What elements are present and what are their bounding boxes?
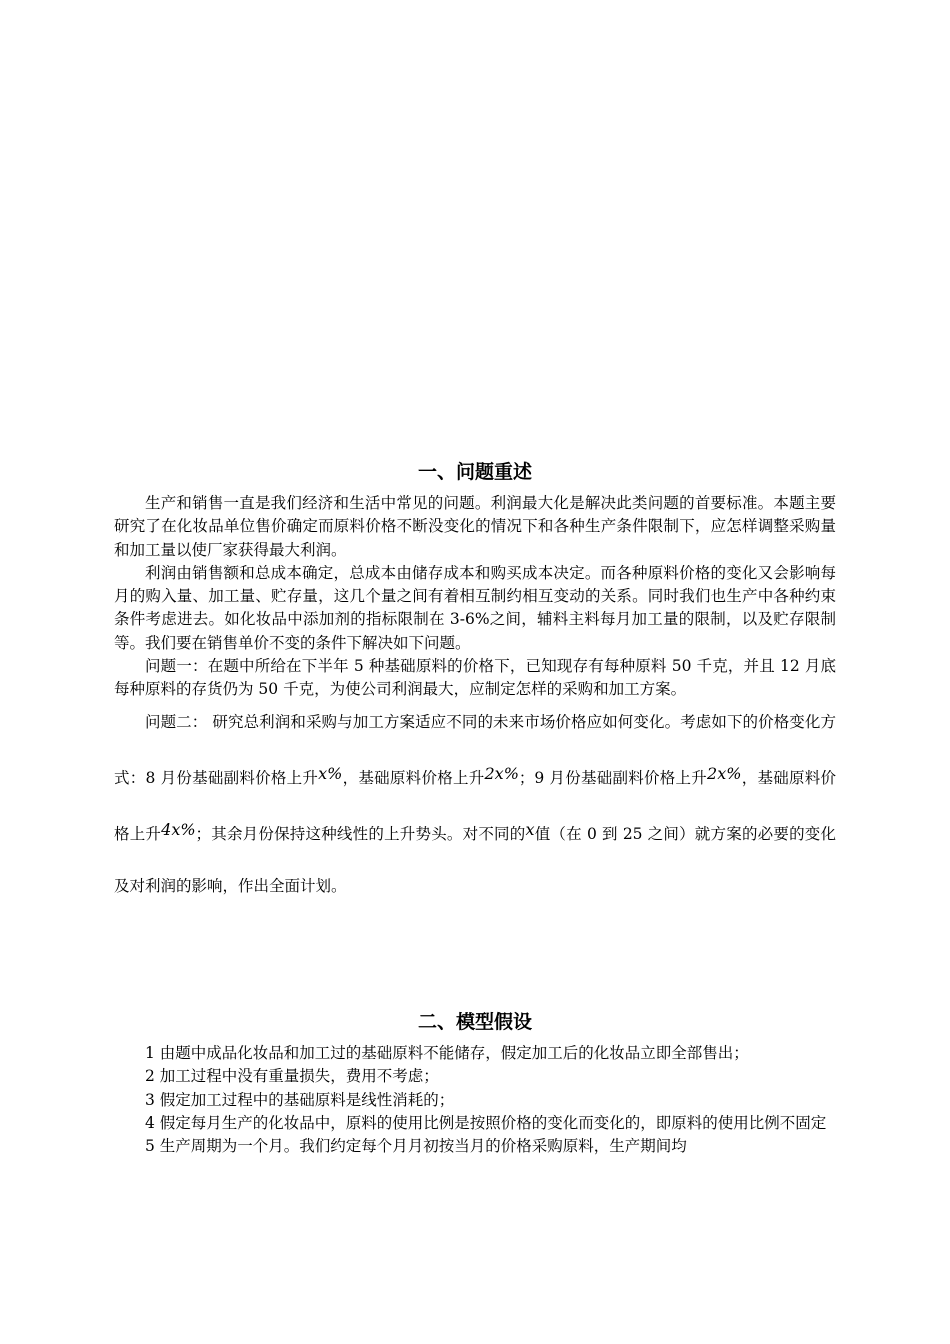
section-heading: 二、模型假设 [417, 1011, 532, 1033]
section-model-assumptions [114, 1008, 836, 1158]
math-expression: x [525, 819, 535, 839]
text-run: ，基础原料价格上升 [342, 768, 485, 787]
assumption-item: 1 由题中成品化妆品和加工过的基础原料不能储存，假定加工后的化妆品立即全部售出； [145, 1044, 749, 1062]
text-run: 值（在 0 到 25 之间）就方案的必要的变化及对利润的影响，作出全面计划。 [114, 824, 836, 895]
text-run: ；9 月份基础副料价格上升 [518, 768, 708, 787]
paragraph: 问题一：在题中所给在下半年 5 种基础原料的价格下，已知现存有每种原料 50 千克，并且 12 月底每种原料的存货仍为 50 千克，为使公司利润最大，应制定怎样的采购和加工方案。 [114, 657, 836, 699]
section-problem-restatement [114, 458, 836, 912]
math-expression: x% [318, 763, 343, 783]
assumption-item: 3 假定加工过程中的基础原料是线性消耗的； [145, 1090, 455, 1109]
assumption-item: 5 生产周期为一个月。我们约定每个月月初按当月的价格采购原料，生产期间均 [145, 1137, 687, 1156]
text-run: ，基础原料价格上升 [114, 768, 836, 843]
math-expression: 2x% [707, 763, 742, 783]
math-expression: 2x% [484, 763, 519, 783]
paragraph: 生产和销售一直是我们经济和生活中常见的问题。利润最大化是解决此类问题的首要标准。本题主要研究了在化妆品单位售价确定而原料价格不断没变化的情况下和各种生产条件限制下，应怎样调整采购量和加工量以使厂家获得最大利润。 [114, 494, 836, 559]
assumption-item: 4 假定每月生产的化妆品中，原料的使用比例是按照价格的变化而变化的，即原料的使用比例不固定 [145, 1113, 827, 1132]
text-run: ；其余月份保持这种线性的上升势头。对不同的 [195, 824, 526, 843]
paragraph: 利润由销售额和总成本确定，总成本由储存成本和购买成本决定。而各种原料价格的变化又会影响每月的购入量、加工量、贮存量，这几个量之间有着相互制约相互变动的关系。同时我们也生产中各种约束条件考虑进去。如化妆品中添加剂的指标限制在 3-6%之间，辅料主料每月加工量的限制，以及贮存限制等。我们要在销售单价不变的条件下解决如下问题。 [114, 563, 836, 652]
paragraph-question-two [114, 696, 836, 912]
section-heading: 一、问题重述 [417, 461, 532, 483]
math-expression: 4x% [161, 819, 196, 839]
assumption-item: 2 加工过程中没有重量损失，费用不考虑； [145, 1067, 439, 1086]
text-run: 问题二： 研究总利润和采购与加工方案适应不同的未来市场价格应如何变化。考虑如下的价格变化方式：8 月份基础副料价格上升 [114, 712, 836, 787]
